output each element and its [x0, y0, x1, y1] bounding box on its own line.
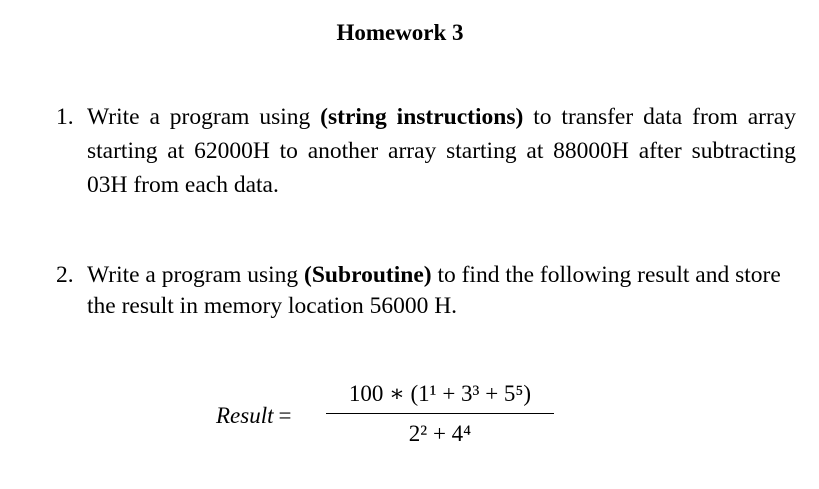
- formula-fraction: [326, 376, 554, 451]
- question-1-text-before: Write a program using: [87, 104, 321, 130]
- homework-title: Homework 3: [336, 20, 464, 45]
- formula-denominator: 2² + 4⁴: [408, 421, 472, 446]
- question-1-bold-term: (string instructions): [320, 104, 524, 130]
- question-1-number: 1.: [56, 104, 74, 130]
- formula-result-label: Result: [216, 403, 274, 428]
- question-2-text: [87, 260, 796, 322]
- formula-equals-sign: =: [278, 403, 292, 428]
- formula-numerator: 100 ∗ (1¹ + 3³ + 5⁵): [348, 381, 532, 406]
- question-1-text-after: to transfer data from array starting at 62000H to another array starting at 88000H after subtracting 03H from each data.: [87, 104, 796, 198]
- fraction-bar: [326, 413, 554, 414]
- question-2-number: 2.: [56, 262, 74, 288]
- question-2-text-before: Write a program using: [87, 262, 305, 288]
- question-1: [56, 100, 796, 202]
- result-formula: [216, 376, 576, 456]
- formula-lhs: [216, 403, 291, 429]
- question-2: [56, 260, 796, 322]
- question-2-bold-term: (Subroutine): [304, 262, 432, 288]
- question-1-text: [87, 100, 796, 202]
- question-2-text-after: to find the following result and store the result in memory location 56000 H.: [87, 262, 781, 319]
